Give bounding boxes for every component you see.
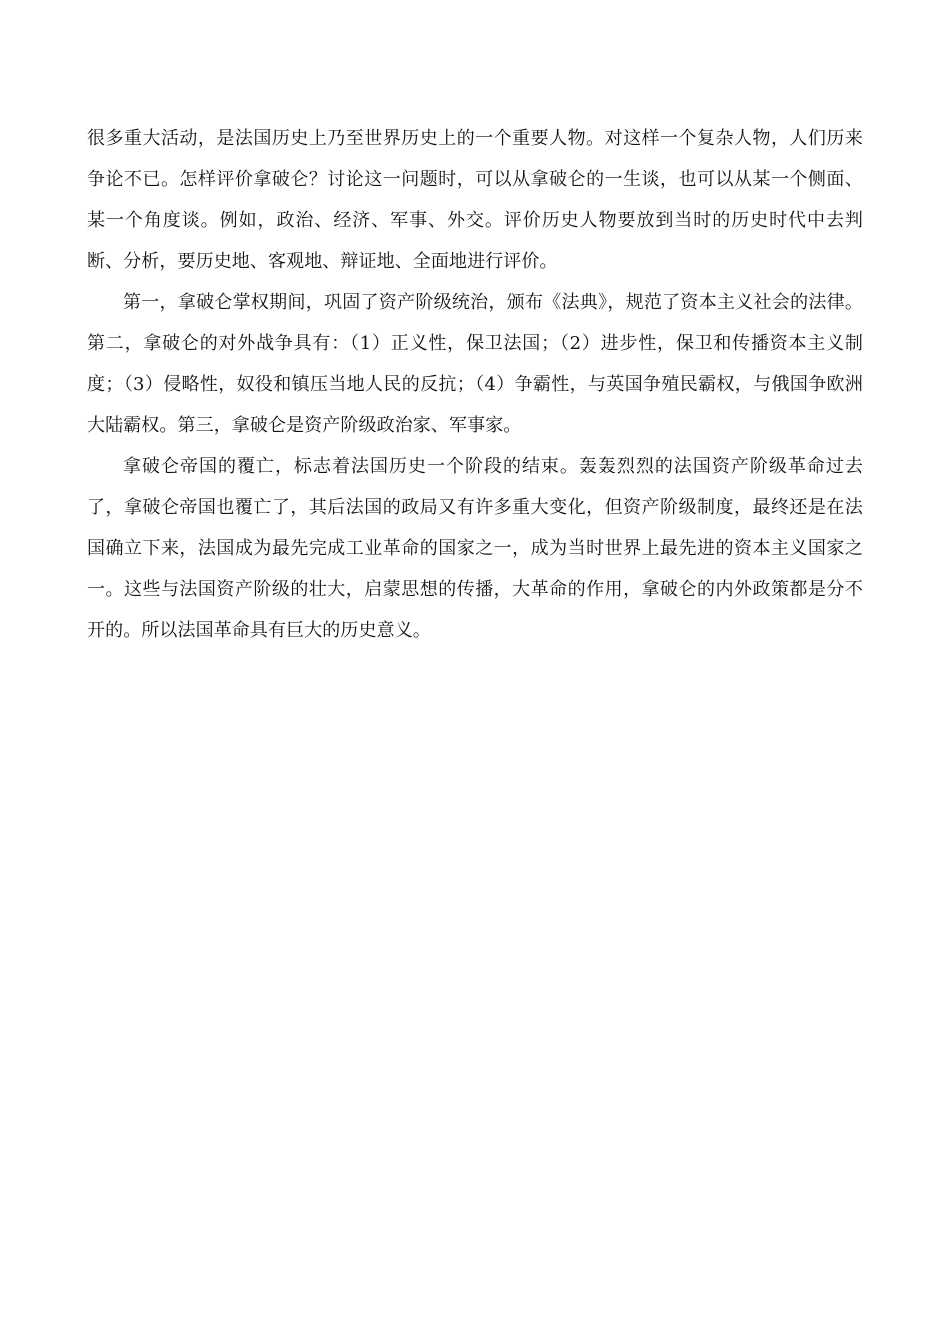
document-body <box>87 118 863 651</box>
paragraph-continuation: 很多重大活动，是法国历史上乃至世界历史上的一个重要人物。对这样一个复杂人物，人们历来争论不已。怎样评价拿破仑？讨论这一问题时，可以从拿破仑的一生谈，也可以从某一个侧面、某一个角度谈。例如，政治、经济、军事、外交。评价历史人物要放到当时的历史时代中去判断、分析，要历史地、客观地、辩证地、全面地进行评价。 <box>87 128 863 272</box>
paragraph-napoleon-evaluation: 第一，拿破仑掌权期间，巩固了资产阶级统治，颁布《法典》，规范了资本主义社会的法律。第二，拿破仑的对外战争具有：（1）正义性，保卫法国；（2）进步性，保卫和传播资本主义制度；（3）侵略性，奴役和镇压当地人民的反抗；（4）争霸性，与英国争殖民霸权，与俄国争欧洲大陆霸权。第三，拿破仑是资产阶级政治家、军事家。 <box>87 292 863 436</box>
paragraph-empire-fall: 拿破仑帝国的覆亡，标志着法国历史一个阶段的结束。轰轰烈烈的法国资产阶级革命过去了，拿破仑帝国也覆亡了，其后法国的政局又有许多重大变化，但资产阶级制度，最终还是在法国确立下来，法国成为最先完成工业革命的国家之一，成为当时世界上最先进的资本主义国家之一。这些与法国资产阶级的壮大，启蒙思想的传播，大革命的作用，拿破仑的内外政策都是分不开的。所以法国革命具有巨大的历史意义。 <box>87 456 863 641</box>
